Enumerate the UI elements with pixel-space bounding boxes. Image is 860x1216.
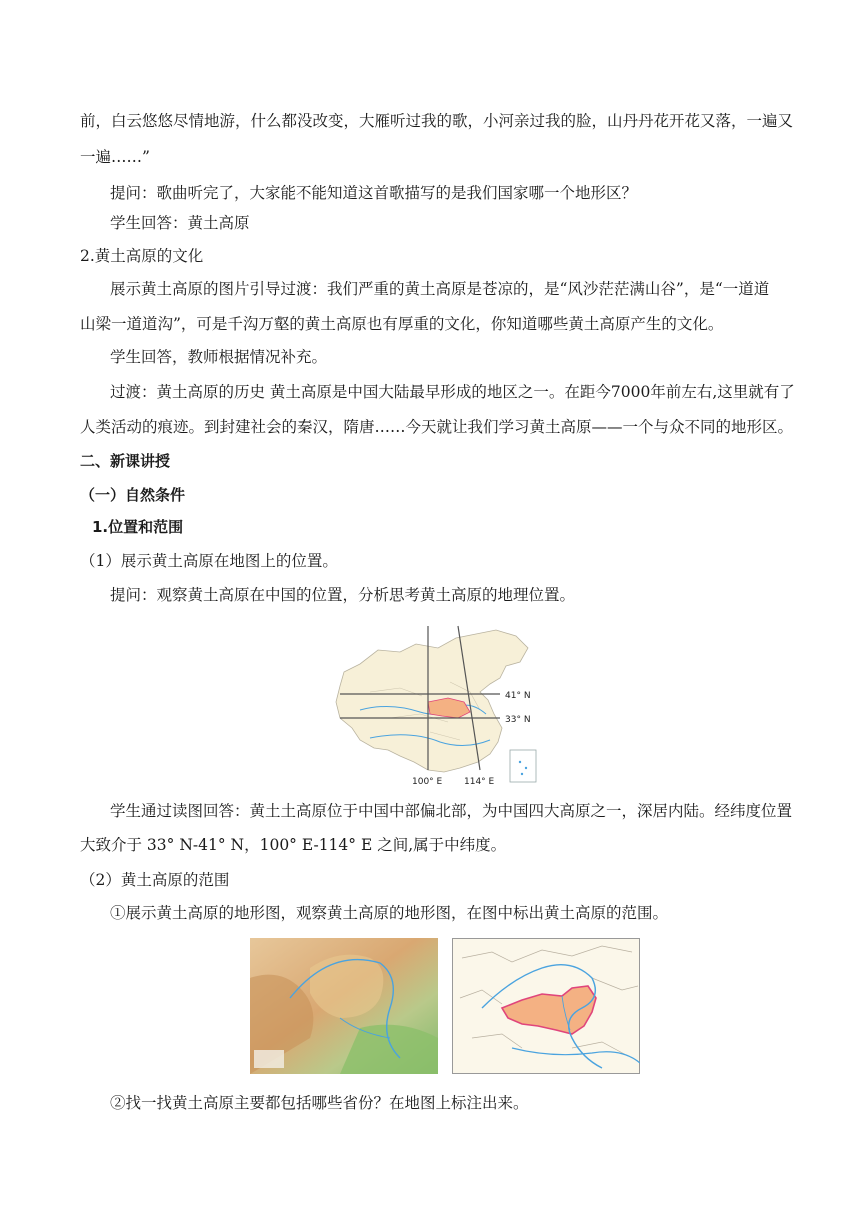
paragraph-range-heading: （2）黄土高原的范围 bbox=[80, 871, 230, 889]
paragraph-observe-question: 提问：观察黄土高原在中国的位置，分析思考黄土高原的地理位置。 bbox=[110, 586, 576, 604]
label-33n: 33° N bbox=[505, 715, 531, 725]
china-location-map bbox=[330, 622, 550, 787]
terrain-map bbox=[250, 938, 438, 1074]
paragraph-culture-line2: 山梁一道道沟”，可是千沟万壑的黄土高原也有厚重的文化，你知道哪些黄土高原产生的文化。 bbox=[80, 315, 724, 333]
paragraph-student-answer: 学生回答：黄土高原 bbox=[110, 214, 250, 232]
paragraph-lyrics-line2: 一遍……” bbox=[80, 148, 150, 166]
outline-map bbox=[452, 938, 640, 1074]
paragraph-show-terrain: ①展示黄土高原的地形图，观察黄土高原的地形图，在图中标出黄土高原的范围。 bbox=[110, 904, 669, 922]
paragraph-history-line1: 过渡：黄土高原的历史 黄土高原是中国大陆最早形成的地区之一。在距今7000年前左右,这里就有了 bbox=[110, 383, 795, 401]
terrain-legend bbox=[254, 1050, 284, 1068]
paragraph-history-line2: 人类活动的痕迹。到封建社会的秦汉，隋唐……今天就让我们学习黄土高原——一个与众不同的地形区。 bbox=[80, 418, 794, 436]
heading-natural-conditions: （一）自然条件 bbox=[80, 486, 186, 504]
paragraph-map-answer-line1: 学生通过读图回答：黄土土高原位于中国中部偏北部，为中国四大高原之一，深居内陆。经纬度位置 bbox=[110, 802, 793, 820]
label-41n: 41° N bbox=[505, 691, 531, 701]
heading-new-lesson: 二、新课讲授 bbox=[80, 452, 171, 470]
paragraph-find-provinces: ②找一找黄土高原主要都包括哪些省份？在地图上标注出来。 bbox=[110, 1094, 529, 1112]
paragraph-lyrics-line1: 前，白云悠悠尽情地游，什么都没改变，大雁听过我的歌，小河亲过我的脸，山丹丹花开花又落，一遍又 bbox=[80, 112, 794, 130]
paragraph-culture-line1: 展示黄土高原的图片引导过渡：我们严重的黄土高原是苍凉的，是“风沙茫茫满山谷”，是“一道道 bbox=[110, 280, 770, 298]
paragraph-question: 提问：歌曲听完了，大家能不能知道这首歌描写的是我们国家哪一个地形区？ bbox=[110, 184, 638, 202]
south-china-sea-inset bbox=[510, 750, 536, 782]
paragraph-teacher-supplement: 学生回答，教师根据情况补充。 bbox=[110, 348, 328, 366]
paragraph-show-location: （1）展示黄土高原在地图上的位置。 bbox=[80, 552, 338, 570]
heading-culture: 2.黄土高原的文化 bbox=[80, 247, 204, 265]
label-100e: 100° E bbox=[412, 777, 443, 787]
paragraph-map-answer-line2: 大致介于 33° N-41° N，100° E-114° E 之间,属于中纬度。 bbox=[80, 836, 507, 854]
label-114e: 114° E bbox=[464, 777, 495, 787]
heading-location-range: 1.位置和范围 bbox=[92, 518, 184, 536]
